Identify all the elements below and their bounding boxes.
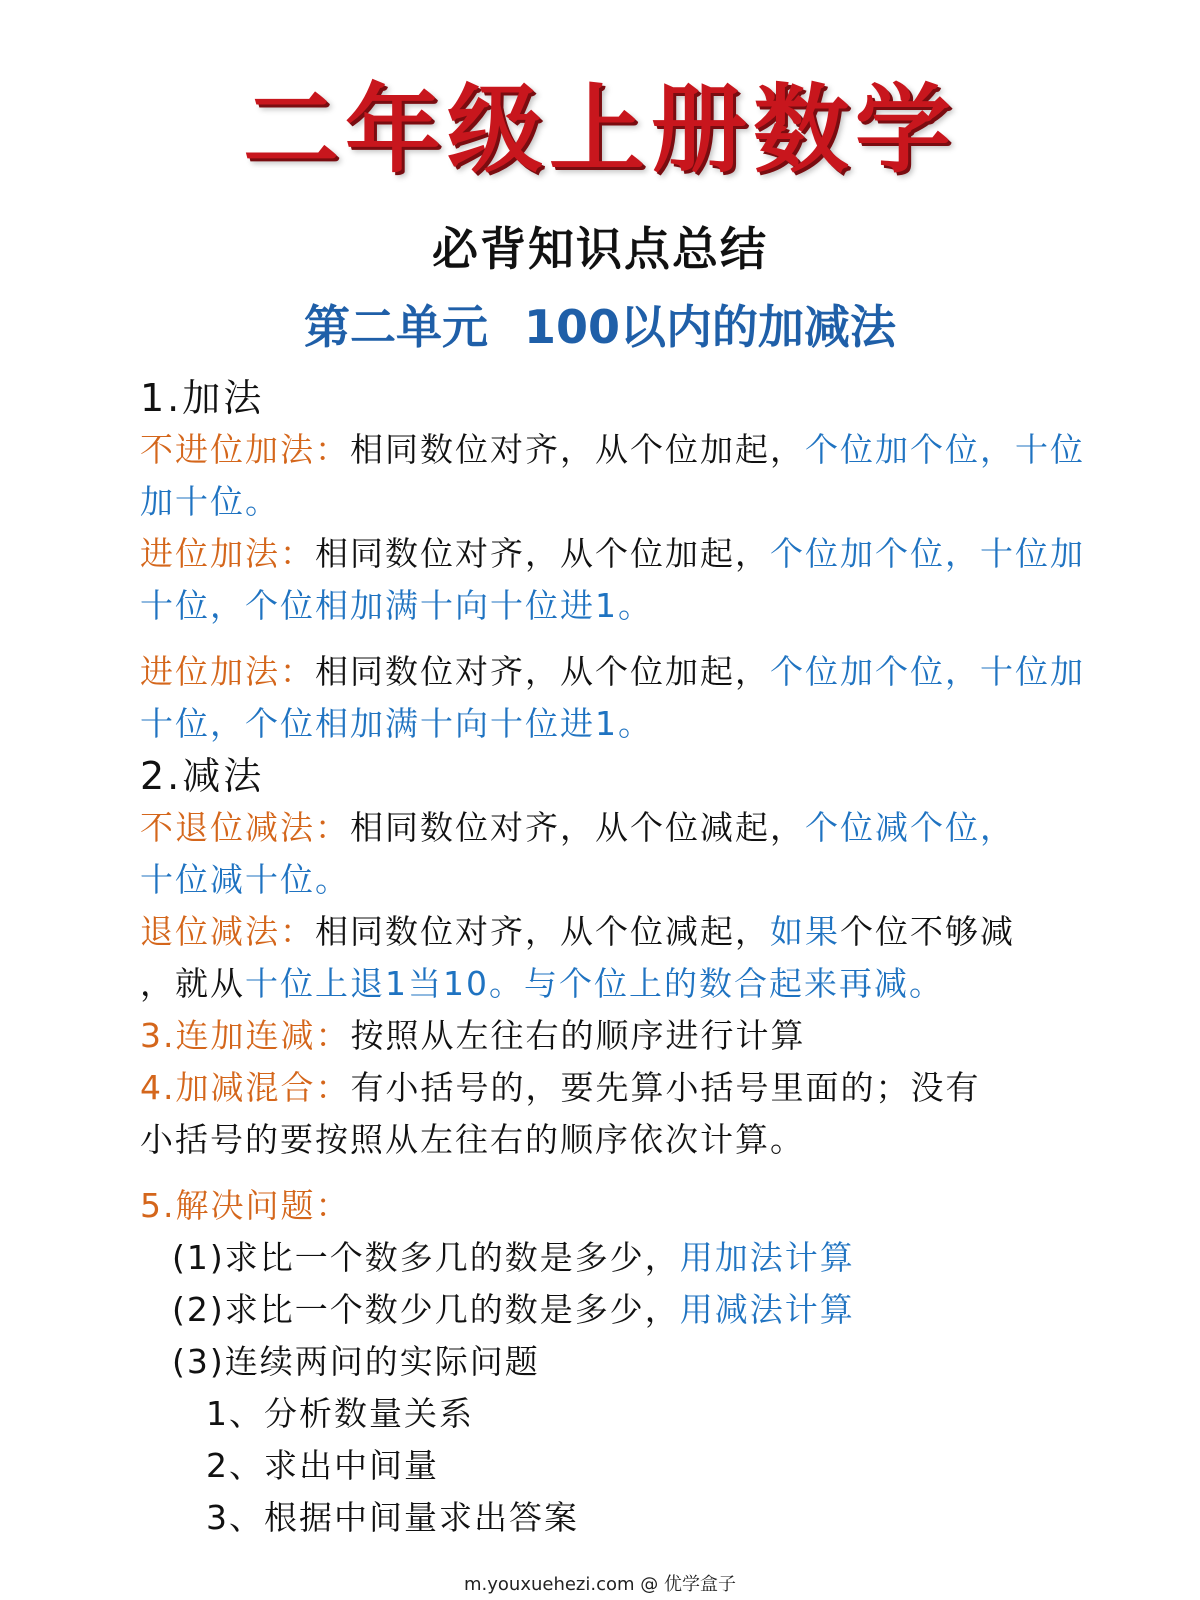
mixed-text1: 有小括号的，要先算小括号里面的；没有: [350, 1068, 981, 1107]
problem-item-3-text: (3)连续两问的实际问题: [172, 1342, 540, 1381]
watermark: m.youxuehezi.com @ 优学盒子: [463, 1574, 736, 1595]
carry-addition-repeat-term: 进位加法：: [140, 652, 315, 691]
mixed-line2: 小括号的要按照从左往右的顺序依次计算。: [140, 1120, 805, 1159]
content: [140, 372, 1120, 1544]
borrow-subtraction-rule: 十位上退1当10。与个位上的数合起来再减。: [245, 964, 944, 1003]
borrow-subtraction-if: 如果: [770, 912, 840, 951]
carry-addition-rule: 个位加个位，十位加: [770, 534, 1085, 573]
continuous-text: 按照从左往右的顺序进行计算: [350, 1016, 806, 1055]
problem-item-1-method: 用加法计算: [679, 1238, 855, 1277]
no-borrow-subtraction-rule: 个位减个位，: [805, 808, 1015, 847]
no-borrow-subtraction-text: 相同数位对齐，从个位减起，: [350, 808, 805, 847]
borrow-subtraction-then: ，就从: [140, 964, 245, 1003]
problem-item-1: [140, 1232, 1120, 1284]
no-carry-addition-line2: 加十位。: [140, 482, 280, 521]
problem-step-3: 3、根据中间量求出答案: [206, 1498, 579, 1537]
unit-name: 第二单元: [303, 300, 488, 354]
no-carry-addition-text: 相同数位对齐，从个位加起，: [350, 430, 805, 469]
continuous-term: 3.连加连减：: [140, 1016, 351, 1055]
problem-item-2-text: (2)求比一个数少几的数是多少，: [172, 1290, 680, 1329]
problem-item-2-method: 用减法计算: [679, 1290, 855, 1329]
carry-addition-repeat-rule: 个位加个位，十位加: [770, 652, 1085, 691]
borrow-subtraction-text: 相同数位对齐，从个位减起，: [315, 912, 770, 951]
carry-addition-text: 相同数位对齐，从个位加起，: [315, 534, 770, 573]
borrow-subtraction-term: 退位减法：: [140, 912, 315, 951]
unit-topic: 100以内的加减法: [523, 300, 897, 354]
problem-step-2: 2、求出中间量: [206, 1446, 439, 1485]
page-subtitle: 必背知识点总结: [432, 222, 768, 276]
problem-item-1-text: (1)求比一个数多几的数是多少，: [172, 1238, 680, 1277]
borrow-subtraction-line1: [140, 906, 1120, 958]
problem-item-2: [140, 1284, 1120, 1336]
no-borrow-subtraction-line2: 十位减十位。: [140, 860, 350, 899]
continuous-line: [140, 1010, 1120, 1062]
section-heading-addition: 1.加法: [140, 376, 265, 420]
mixed-term: 4.加减混合：: [140, 1068, 351, 1107]
mixed-line1: [140, 1062, 1120, 1114]
problem-step-1: 1、分析数量关系: [206, 1394, 474, 1433]
no-carry-addition-term: 不进位加法：: [140, 430, 350, 469]
no-carry-addition-line1: [140, 424, 1120, 476]
problems-heading: 5.解决问题：: [140, 1186, 351, 1225]
carry-addition-repeat-line2: 十位，个位相加满十向十位进1。: [140, 704, 653, 743]
carry-addition-line1: [140, 528, 1120, 580]
borrow-subtraction-line2: [140, 958, 1120, 1010]
carry-addition-repeat-line1: [140, 646, 1120, 698]
unit-title: [0, 300, 1200, 355]
carry-addition-term: 进位加法：: [140, 534, 315, 573]
page-title: 二年级上册数学: [243, 74, 957, 186]
carry-addition-repeat-text: 相同数位对齐，从个位加起，: [315, 652, 770, 691]
section-heading-subtraction: 2.减法: [140, 754, 265, 798]
no-carry-addition-rule: 个位加个位，十位: [805, 430, 1085, 469]
no-borrow-subtraction-term: 不退位减法：: [140, 808, 350, 847]
carry-addition-line2: 十位，个位相加满十向十位进1。: [140, 586, 653, 625]
problem-item-3: [140, 1336, 1120, 1388]
borrow-subtraction-condition: 个位不够减: [840, 912, 1015, 951]
no-borrow-subtraction-line1: [140, 802, 1120, 854]
